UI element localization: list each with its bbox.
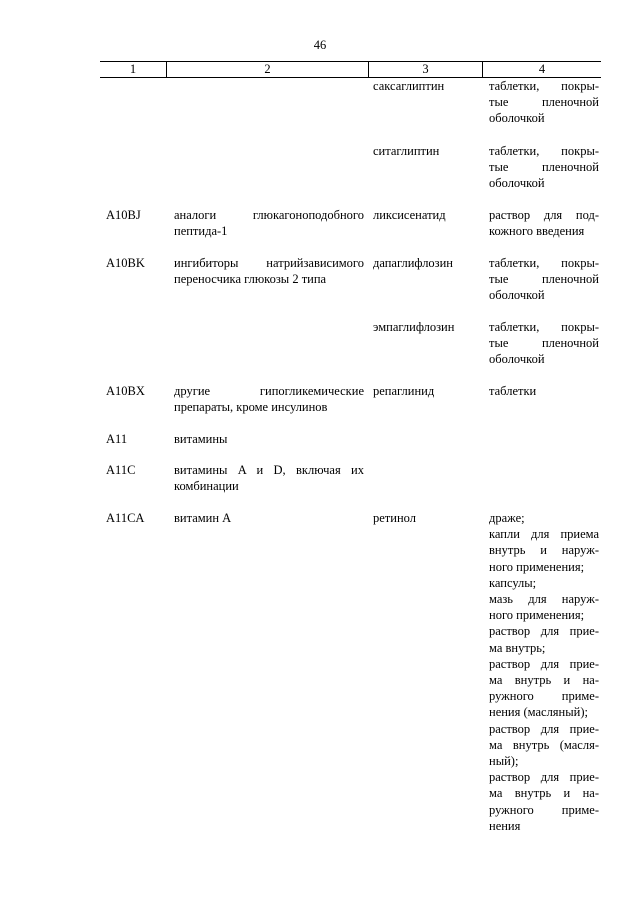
dosage-form-line: оболочкой <box>489 176 545 191</box>
drug-name: ликсисенатид <box>373 208 446 222</box>
drug-name: репаглинид <box>373 384 435 398</box>
dosage-form-line: тые пленочной <box>489 336 599 351</box>
dosage-form-line: ма внутрь (масля- <box>489 737 599 752</box>
dosage-form <box>489 383 599 399</box>
atc-code: A10BK <box>106 256 145 270</box>
dosage-form-line: внутрь и наруж- <box>489 543 599 558</box>
dosage-form-line: раствор для прие- <box>489 656 599 671</box>
dosage-form-line: нения (масляный); <box>489 705 588 720</box>
dosage-form-line: ружного приме- <box>489 689 599 704</box>
dosage-form-line: капли для приема <box>489 527 599 542</box>
drug-name: ретинол <box>373 511 416 525</box>
dosage-form-line: драже; <box>489 511 525 525</box>
dosage-form-line: ного применения; <box>489 559 585 574</box>
atc-code: A10BJ <box>106 208 141 222</box>
dosage-form-line: таблетки, покры- <box>489 79 599 93</box>
dosage-form-line: раствор для прие- <box>489 624 599 639</box>
dosage-form-line: нения <box>489 818 521 833</box>
dosage-form-line: ма внутрь и на- <box>489 786 599 801</box>
dosage-form-line: таблетки, покры- <box>489 320 599 334</box>
dosage-form-line: оболочкой <box>489 288 545 303</box>
header-col-1: 1 <box>129 62 137 76</box>
table-header <box>100 61 601 78</box>
dosage-form-line: ружного приме- <box>489 802 599 817</box>
dosage-form-line: капсулы; <box>489 575 537 590</box>
pharmacological-group: витамины A и D, включая их комбинации <box>174 463 364 494</box>
dosage-form-line: кожного введения <box>489 224 585 239</box>
drug-name: эмпаглифлозин <box>373 320 455 334</box>
header-col-2: 2 <box>264 62 271 76</box>
pharmacological-group: другие гипогликемические препараты, кроме инсулинов <box>174 384 364 415</box>
drug-name: дапаглифлозин <box>373 256 453 270</box>
pharmacological-group: витамин A <box>174 511 232 525</box>
dosage-form <box>489 78 599 127</box>
dosage-form-line: ма внутрь; <box>489 640 546 655</box>
pharmacological-group: аналоги глюкагоноподобного пептида-1 <box>174 208 364 239</box>
dosage-form-line: таблетки, покры- <box>489 256 599 270</box>
drug-name: ситаглиптин <box>373 144 440 158</box>
dosage-form-line: оболочкой <box>489 111 545 126</box>
pharmacological-group: витамины <box>174 432 228 446</box>
dosage-form <box>489 510 599 834</box>
dosage-form-line: тые пленочной <box>489 272 599 287</box>
page-number: 46 <box>313 38 327 52</box>
header-col-3: 3 <box>422 62 429 76</box>
dosage-form-line: ма внутрь и на- <box>489 673 599 688</box>
dosage-form-line: таблетки <box>489 384 537 398</box>
pharmacological-group: ингибиторы натрийзависимого переносчика глюкозы 2 типа <box>174 256 364 287</box>
dosage-form-line: мазь для наруж- <box>489 592 599 607</box>
dosage-form <box>489 255 599 304</box>
dosage-form-line: ного применения; <box>489 608 585 623</box>
drug-name: саксаглиптин <box>373 79 445 93</box>
dosage-form-line: тые пленочной <box>489 160 599 175</box>
header-col-4: 4 <box>538 62 546 76</box>
dosage-form-line: раствор для под- <box>489 208 599 222</box>
dosage-form-line: ный); <box>489 754 519 769</box>
atc-code: A10BX <box>106 384 145 398</box>
dosage-form-line: раствор для прие- <box>489 770 599 785</box>
atc-code: A11 <box>106 432 128 446</box>
dosage-form-line: оболочкой <box>489 352 545 367</box>
dosage-form <box>489 319 599 368</box>
atc-code: A11CA <box>106 511 145 525</box>
dosage-form-line: тые пленочной <box>489 95 599 110</box>
dosage-form-line: раствор для прие- <box>489 721 599 736</box>
dosage-form <box>489 143 599 192</box>
atc-code: A11C <box>106 463 136 477</box>
dosage-form-line: таблетки, покры- <box>489 144 599 158</box>
dosage-form <box>489 207 599 239</box>
